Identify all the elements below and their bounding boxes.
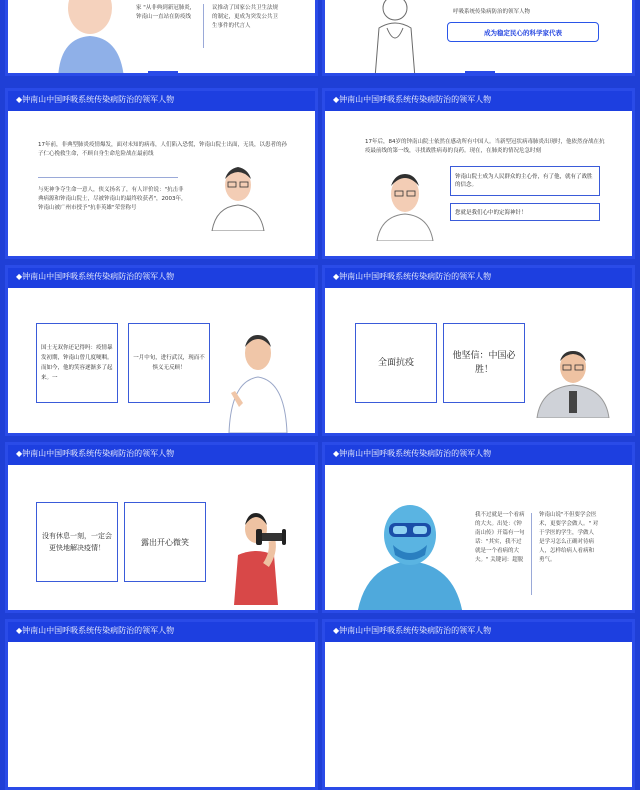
slide-title: ◆钟南山中国呼吸系统传染病防治的领军人物 (16, 95, 175, 104)
slide3-para1: 17年前，非典型肺炎疫情爆发，面对未知的病毒，人们陷入恐慌，钟南山院士出面，无畏，以患者的孙子仁心挽救生命，不顾自身生命危险战在最前线 (38, 142, 288, 157)
slide-1[interactable] (5, 0, 318, 76)
slide-notch (465, 71, 495, 73)
slide-title: ◆钟南山中国呼吸系统传染病防治的领军人物 (16, 626, 175, 635)
slide-body (8, 0, 315, 73)
slide4-box1: 钟南山院士成为人民群众的主心骨，有了他，就有了战胜的信念。 (450, 166, 600, 196)
slide-body (325, 111, 632, 256)
slide-body (325, 0, 632, 73)
slide-title: ◆钟南山中国呼吸系统传染病防治的领军人物 (16, 272, 175, 281)
slide-header (325, 445, 632, 465)
slide-notch (148, 71, 178, 73)
slide-4[interactable] (322, 88, 635, 259)
slide5-box1: 国士无双你还记得吗：疫情暴发初期，钟南山曾几度哽咽。而如今，他的笑容逐渐多了起来。一 (36, 323, 118, 403)
doctor-thumbs-up-illustration (223, 323, 293, 433)
slide8-col2: 钟南山说"不但要学会医术，更要学会做人。" 对于学医的学生，学做人是学习怎么正确对待病人，怎样给病人看病和勇气。 (539, 512, 599, 563)
slide-6[interactable] (322, 265, 635, 436)
slide-body (325, 465, 632, 610)
slide-title: ◆钟南山中国呼吸系统传染病防治的领军人物 (333, 95, 492, 104)
slide-body (8, 288, 315, 433)
protective-suit-doctor-illustration (355, 495, 465, 613)
slide-2[interactable] (322, 0, 635, 76)
slide1-col2: 议推动了国家公共卫生法规的制定，更成为突发公共卫生事件的代言人 (212, 5, 279, 29)
slide2-line: 呼吸系统传染病防治的领军人物 (453, 9, 531, 15)
zhong-nanshan-portrait (208, 161, 268, 231)
slide-title: ◆钟南山中国呼吸系统传染病防治的领军人物 (16, 449, 175, 458)
slide-8[interactable] (322, 442, 635, 613)
slide-title: ◆钟南山中国呼吸系统传染病防治的领军人物 (333, 449, 492, 458)
man-at-desk-illustration (533, 343, 613, 418)
slide5-box2: 一月中旬，进行武汉，现而不惧义无反顾！ (128, 323, 210, 403)
slide4-box2: 您就是我们心中的定海神针！ (450, 203, 600, 221)
slide-title: ◆钟南山中国呼吸系统传染病防治的领军人物 (333, 626, 492, 635)
slide-header (325, 622, 632, 642)
slide-body (325, 288, 632, 433)
divider (531, 513, 532, 595)
slide7-box1: 没有休息一刻，一定会更快地解决疫情！ (36, 502, 118, 582)
divider (38, 177, 178, 178)
slide6-box1: 全面抗疫 (355, 323, 437, 403)
slide-header (325, 91, 632, 111)
slide-5[interactable] (5, 265, 318, 436)
slide-10[interactable] (322, 619, 635, 790)
doctor-sketch-illustration (365, 0, 425, 76)
slide-header (8, 622, 315, 642)
zhong-nanshan-sketch (375, 166, 435, 241)
elderly-man-illustration (48, 0, 128, 76)
slide-header (8, 91, 315, 111)
slide-3[interactable] (5, 88, 318, 259)
slide2-button[interactable]: 成为稳定民心的科学家代表 (447, 22, 599, 42)
slide6-box2: 他坚信：中国必胜！ (443, 323, 525, 403)
slide-header (8, 445, 315, 465)
slide3-para2: 与死神争夺生命一意人，侠义扬名了，有人评价说："抗击非典病源和钟南山院士，尽被钟南山的最终收获者"，2003年，钟南山被广州市授予"抗非英雄"荣誉称号 (38, 187, 187, 211)
slide-7[interactable] (5, 442, 318, 613)
slide-body (8, 111, 315, 256)
divider (203, 4, 204, 48)
slide4-para: 17年后，84岁的钟南山院士依然在感动所有中国人。当新型冠状病毒肺炎出现时，他依然奋战在抗疫最前线的第一线，寻找战胜病毒的良药。现在，在肺炎的情况危急时刻 (365, 139, 605, 154)
slide1-col1: 家 "从非典到新冠肺炎，钟南山一直站在防疫线 (136, 5, 196, 20)
slide8-col1: 我不过就是一个看病的大夫。出处：《钟南山传》开篇有一句话："其实，我不过就是一个看病的大夫。" 关键词：超脱 (475, 512, 525, 563)
man-with-dumbbell-illustration (226, 505, 286, 605)
slide-body (8, 465, 315, 610)
slide-title: ◆钟南山中国呼吸系统传染病防治的领军人物 (333, 272, 492, 281)
slide-header (325, 268, 632, 288)
slide-9[interactable] (5, 619, 318, 790)
slide-header (8, 268, 315, 288)
slide7-box2: 露出开心微笑 (124, 502, 206, 582)
